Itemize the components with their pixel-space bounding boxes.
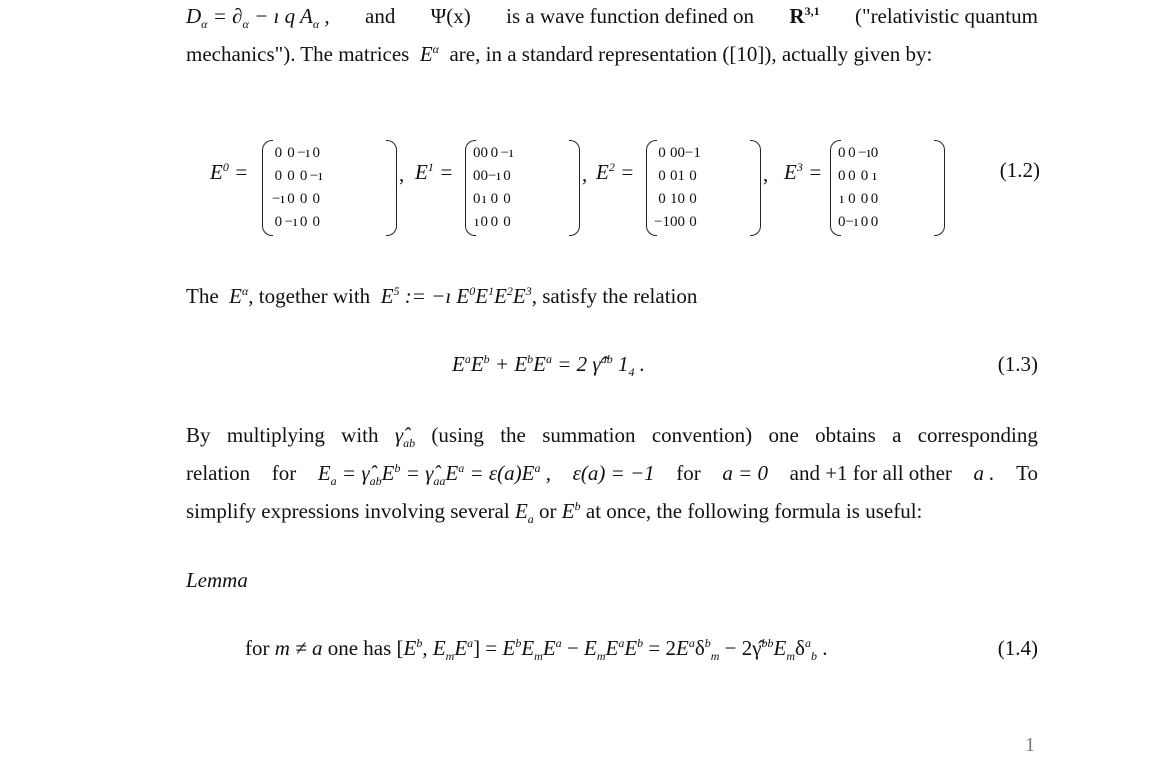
comma: ,	[582, 162, 588, 186]
matrix-row	[838, 211, 878, 234]
matrix-cell: −ı	[845, 214, 859, 230]
relation-line	[186, 283, 1038, 309]
equation-number-1-3: (1.3)	[997, 352, 1038, 376]
matrix-cell: 0	[677, 191, 685, 207]
matrix-cell: −ı	[309, 168, 323, 184]
matrix-cell: 0	[838, 168, 846, 184]
matrix-cell: 0	[274, 214, 283, 230]
right-paren	[934, 140, 945, 236]
matrix-row	[473, 142, 513, 165]
matrix-cell: −ı	[488, 168, 501, 184]
matrix-cell: −ı	[297, 145, 310, 161]
matrix-row	[473, 188, 513, 211]
anticommutator-formula: $E^aE^b + E^bE^a = 2$ γ̂$^{ab}$ $1_4$ .	[452, 352, 645, 380]
matrix-cell: 0	[312, 214, 320, 230]
matrix-table	[838, 142, 878, 234]
matrix-row	[473, 165, 513, 188]
matrix-cell: 0	[669, 145, 678, 161]
matrix-cell: 0	[860, 168, 869, 184]
matrices-text: mechanics"). The matrices	[186, 42, 410, 66]
paragraph-line-1: By multiplying with $\gammâ_{ab}$ (using the summation convention) one obtains a corresponding	[186, 423, 1038, 451]
matrix-cell: 0	[490, 191, 499, 207]
together-text: , together with	[248, 284, 371, 308]
matrix-cell: 0	[274, 168, 283, 184]
matrix-cell: 0	[677, 214, 685, 230]
paragraph-line-2: relation for $E_a$ = $\gammâ_{ab}E^b$ = $\gammâ_{aa}E^a = \varepsilon(a)E^a$ , ε(a) = −1 for a = 0 and +1 for all other a . To	[186, 461, 1038, 489]
matrix-cell: 0	[299, 191, 308, 207]
right-paren	[386, 140, 397, 236]
matrix-cell: 0	[274, 145, 283, 161]
matrix-cell: 0	[848, 145, 856, 161]
matrix-row	[838, 165, 878, 188]
matrix-cell: 0	[287, 145, 295, 161]
matrix-row	[473, 211, 513, 234]
matrix-row	[654, 142, 701, 165]
matrix-cell: 0	[312, 191, 320, 207]
matrix-cell: 0	[503, 214, 511, 230]
matrix-cell: 0	[480, 168, 488, 184]
matrix-cell: 0	[490, 145, 499, 161]
matrix-cell: 0	[658, 168, 666, 184]
matrix-cell: 1	[677, 168, 685, 184]
e-alpha-symbol: $E^\alpha$	[414, 42, 439, 66]
matrix-cell: ı	[872, 168, 877, 184]
intro-line-2	[186, 41, 1038, 67]
matrix-cell: −ı	[284, 214, 298, 230]
matrix-row	[654, 165, 701, 188]
matrix-row	[272, 188, 323, 211]
matrix-cell: 0	[838, 145, 846, 161]
matrix-cell: 0	[669, 168, 678, 184]
psi-symbol: Ψ(x)	[430, 4, 471, 28]
the-word: The	[186, 284, 219, 308]
e5-definition: $E^5$ := −ı $E^0E^1E^2E^3$	[375, 284, 532, 308]
matrix-row	[838, 188, 878, 211]
matrix-cell: 0	[658, 191, 666, 207]
matrix-cell: 0	[689, 191, 697, 207]
matrix-row	[654, 211, 701, 234]
page-number: 1	[1025, 734, 1035, 756]
matrix-cell: 0	[287, 168, 295, 184]
matrix-table	[654, 142, 701, 234]
matrix-cell: 0	[473, 145, 481, 161]
matrix-row	[272, 211, 323, 234]
matrix-cell: 0	[870, 145, 879, 161]
matrix-cell: 0	[689, 214, 697, 230]
matrix-table	[272, 142, 323, 234]
matrix-cell: −1	[684, 145, 701, 161]
matrix-row	[838, 142, 878, 165]
relativistic-text: ("relativistic quantum	[855, 4, 1038, 28]
matrix-cell: 0	[312, 145, 320, 161]
spacetime-symbol: R$^{3,1}$	[789, 4, 820, 28]
right-paren	[569, 140, 580, 236]
matrix-cell: 0	[490, 214, 499, 230]
matrix-cell: ı	[482, 191, 487, 207]
matrix-cell: 0	[299, 168, 308, 184]
matrix-cell: 0	[503, 168, 511, 184]
matrix-table	[473, 142, 513, 234]
matrix-cell: 0	[870, 191, 879, 207]
matrix-cell: 0	[870, 214, 879, 230]
matrix-label: $E^1$ =	[415, 160, 454, 184]
equation-number-1-4: (1.4)	[997, 636, 1038, 660]
matrix-row	[654, 188, 701, 211]
e-alpha-symbol: $E^\alpha$	[223, 284, 249, 308]
equation-number-1-2: (1.2)	[999, 158, 1040, 182]
matrix-cell: 0	[503, 191, 511, 207]
matrix-cell: 0	[669, 214, 678, 230]
matrix-cell: 0	[689, 168, 697, 184]
and-word: and	[365, 4, 396, 28]
matrix-cell: 0	[848, 191, 856, 207]
matrix-label: $E^0$ =	[210, 160, 249, 184]
satisfy-text: , satisfy the relation	[531, 284, 698, 308]
paragraph-line-3: simplify expressions involving several $E_a$ or $E^b$ at once, the following formula is useful:	[186, 499, 923, 527]
derivative-formula: $D_\alpha = \partial_\alpha$ − ı q $A_\alpha$ ,	[186, 4, 330, 32]
matrix-cell: ı	[839, 191, 844, 207]
matrix-row	[272, 142, 323, 165]
matrix-cell: 0	[480, 145, 488, 161]
matrix-cell: 0	[287, 191, 295, 207]
matrix-cell: −ı	[500, 145, 514, 161]
matrix-cell: 0	[860, 214, 869, 230]
lemma-heading: Lemma	[186, 568, 248, 592]
wave-function-text: is a wave function defined on	[506, 4, 755, 28]
matrix-cell: 0	[480, 214, 488, 230]
matrix-cell: 0	[860, 191, 869, 207]
right-paren	[750, 140, 761, 236]
comma: ,	[763, 162, 769, 186]
representation-text: are, in a standard representation ([10]), actually given by:	[449, 42, 933, 66]
matrix-cell: −ı	[272, 191, 285, 207]
equation-1-4	[245, 635, 1038, 664]
matrix-cell: −1	[654, 214, 670, 230]
matrix-cell: 1	[669, 191, 678, 207]
lemma-formula: for m ≠ a one has [$E^b$, $E_mE^a] = E^bE_mE^a - E_mE^aE^b = 2E^a\delta^b_m$ − $2\gammâ^{bb}E_m\delta^a_b$ .	[245, 636, 828, 664]
matrix-cell: ı	[474, 214, 479, 230]
matrix-label: $E^2$ =	[596, 160, 635, 184]
matrix-label: $E^3$ =	[784, 160, 823, 184]
matrix-cell: 0	[299, 214, 308, 230]
matrix-equation-1-2	[210, 140, 1040, 236]
matrix-cell: −ı	[858, 145, 871, 161]
matrix-cell: 0	[658, 145, 666, 161]
matrix-cell: 0	[473, 168, 481, 184]
intro-line-1	[186, 3, 1038, 32]
matrix-row	[272, 165, 323, 188]
matrix-cell: 0	[473, 191, 481, 207]
matrix-cell: 0	[848, 168, 856, 184]
matrix-cell: 0	[838, 214, 846, 230]
comma: ,	[399, 162, 405, 186]
matrix-cell: 0	[677, 145, 685, 161]
